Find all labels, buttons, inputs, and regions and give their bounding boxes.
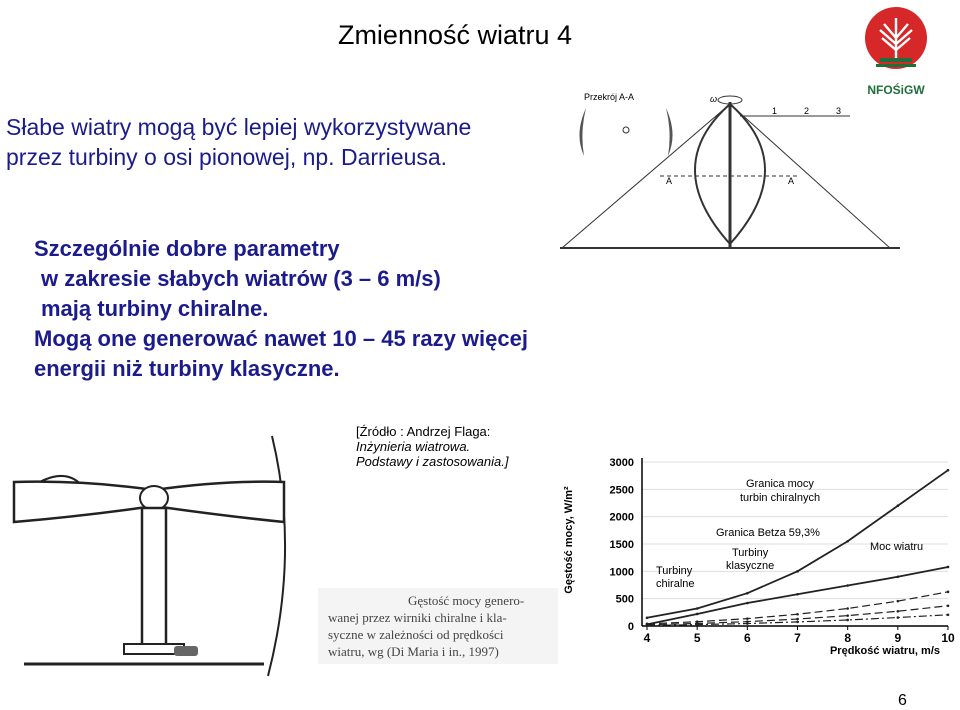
data-point bbox=[897, 504, 900, 507]
nfosigw-logo bbox=[864, 4, 928, 97]
data-point bbox=[746, 602, 749, 605]
data-point bbox=[897, 616, 900, 619]
x-tick-label: 4 bbox=[643, 631, 651, 645]
car bbox=[174, 646, 198, 656]
intro-line: przez turbiny o osi pionowej, np. Darrieusa. bbox=[6, 144, 448, 170]
source-line: [Źródło : Andrzej Flaga: bbox=[356, 424, 491, 439]
emphasis-line: Szczególnie dobre parametry bbox=[34, 236, 340, 261]
y-tick-label: 3000 bbox=[609, 457, 634, 469]
data-point bbox=[897, 610, 900, 613]
data-point bbox=[746, 617, 749, 620]
emphasis-line: w zakresie słabych wiatrów (3 – 6 m/s) bbox=[41, 266, 441, 291]
logo-text: NFOŚiGW bbox=[867, 83, 925, 97]
logo-emblem-icon bbox=[864, 4, 928, 76]
a-label: A bbox=[666, 176, 673, 186]
emphasis-line: mają turbiny chiralne. bbox=[41, 296, 269, 321]
data-point bbox=[796, 570, 799, 573]
x-tick-label: 9 bbox=[894, 631, 902, 645]
marker-label: 3 bbox=[836, 106, 842, 116]
data-point bbox=[846, 584, 849, 587]
data-point bbox=[846, 607, 849, 610]
data-point bbox=[947, 604, 950, 607]
data-point bbox=[646, 624, 649, 627]
data-point bbox=[796, 618, 799, 621]
intro-line: Słabe wiatry mogą być lepiej wykorzystywane bbox=[6, 114, 472, 140]
data-point bbox=[846, 614, 849, 617]
classic-label: Turbiny bbox=[732, 547, 769, 559]
data-point bbox=[646, 617, 649, 620]
source-line: Inżynieria wiatrowa. bbox=[356, 439, 471, 454]
section-label: Przekrój A-A bbox=[584, 92, 635, 102]
x-tick-label: 8 bbox=[844, 631, 852, 645]
emphasis-text bbox=[34, 234, 528, 384]
data-point bbox=[746, 622, 749, 625]
shaft-section bbox=[623, 127, 629, 133]
chiral-limit-label: turbin chiralnych bbox=[740, 492, 821, 504]
y-tick-label: 1000 bbox=[609, 566, 634, 579]
data-point bbox=[696, 613, 699, 616]
data-point bbox=[846, 619, 849, 622]
intro-text bbox=[6, 112, 471, 172]
y-tick-label: 2500 bbox=[609, 484, 634, 497]
caption-line: Gęstość mocy genero- bbox=[408, 593, 525, 608]
data-point bbox=[796, 613, 799, 616]
data-point bbox=[897, 600, 900, 603]
data-point bbox=[897, 576, 900, 579]
slide-title: Zmienność wiatru 4 bbox=[337, 20, 573, 50]
emphasis-line: Mogą one generować nawet 10 – 45 razy więcej bbox=[34, 326, 528, 351]
chiral-label: chiralne bbox=[656, 578, 695, 590]
rotor-hub bbox=[140, 486, 168, 510]
blade-section-right bbox=[666, 108, 673, 156]
y-tick-label: 0 bbox=[627, 621, 634, 633]
y-axis-label: Gęstość mocy, W/m² bbox=[563, 486, 575, 594]
data-point bbox=[947, 613, 950, 616]
data-point bbox=[696, 607, 699, 610]
x-axis-label: Prędkość wiatru, m/s bbox=[829, 645, 940, 657]
tower bbox=[142, 508, 166, 648]
omega-label: ω bbox=[710, 94, 718, 104]
marker-label: 2 bbox=[804, 106, 810, 116]
data-point bbox=[947, 591, 950, 594]
data-point bbox=[696, 623, 699, 626]
x-tick-label: 6 bbox=[744, 631, 751, 645]
data-point bbox=[947, 566, 950, 569]
classic-label: klasyczne bbox=[726, 560, 775, 572]
data-point bbox=[947, 469, 950, 472]
chiral-limit-label: Granica mocy bbox=[746, 478, 814, 490]
darrieus-turbine-diagram bbox=[560, 86, 905, 256]
emphasis-line: energii niż turbiny klasyczne. bbox=[34, 356, 340, 381]
chiral-label: Turbiny bbox=[656, 565, 693, 577]
caption-line: syczne w zależności od prędkości bbox=[328, 627, 504, 642]
caption-line: wanej przez wirniki chiralne i kla- bbox=[328, 610, 507, 625]
chart-caption bbox=[328, 592, 558, 660]
y-tick-label: 500 bbox=[615, 593, 634, 606]
source-reference bbox=[356, 424, 508, 469]
betz-label: Granica Betza 59,3% bbox=[716, 527, 820, 539]
data-point bbox=[796, 621, 799, 624]
y-tick-label: 1500 bbox=[609, 539, 634, 551]
data-point bbox=[796, 593, 799, 596]
data-point bbox=[846, 540, 849, 543]
blade-left bbox=[695, 104, 730, 244]
data-point bbox=[746, 592, 749, 595]
caption-line: wiatru, wg (Di Maria i in., 1997) bbox=[328, 644, 499, 659]
rotor-arc bbox=[268, 436, 285, 676]
marker-label: 1 bbox=[772, 106, 778, 116]
page-number: 6 bbox=[898, 692, 907, 709]
wind-power-label: Moc wiatru bbox=[870, 541, 924, 553]
x-tick-label: 7 bbox=[794, 631, 801, 645]
a-label: A bbox=[788, 176, 795, 186]
x-tick-label: 5 bbox=[693, 631, 701, 645]
y-tick-label: 2000 bbox=[609, 511, 634, 524]
blade-section-left bbox=[579, 108, 586, 156]
x-tick-label: 10 bbox=[941, 631, 955, 645]
chiral-turbine-illustration bbox=[4, 432, 304, 682]
power-density-chart bbox=[560, 440, 960, 660]
source-line: Podstawy i zastosowania.] bbox=[356, 454, 509, 469]
blade-right bbox=[730, 104, 765, 244]
